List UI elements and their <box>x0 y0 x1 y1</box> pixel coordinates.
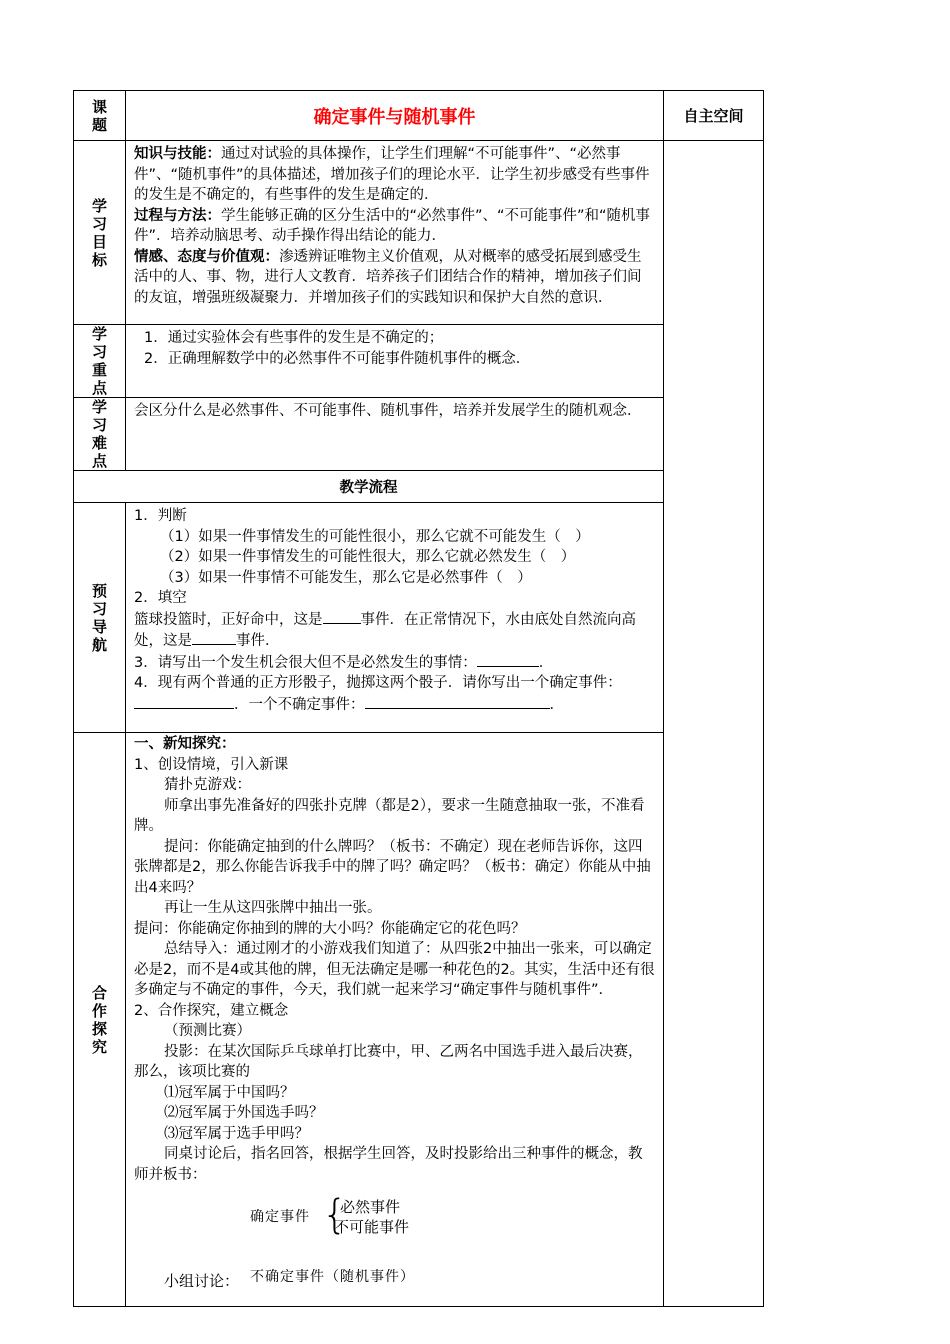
explore-step2c: ⑴冠军属于中国吗？ <box>164 1084 295 1101</box>
answer-blank[interactable] <box>323 609 361 624</box>
preview-q1a: （1）如果一件事情发生的可能性很小，那么它就不可能发生（ ） <box>160 528 590 545</box>
explore-content <box>126 733 664 1307</box>
explore-step1e: 提问：你能确定你抽到的牌的大小吗？你能确定它的花色吗？ <box>134 920 526 937</box>
preview-q4: 4．现有两个普通的正方形骰子，抛掷这两个骰子．请你写出一个确定事件：．一个不确定事件： ． <box>134 675 622 713</box>
topic-label-cell <box>74 91 126 141</box>
difficulties-label-cell <box>74 398 126 471</box>
explore-step2: 2、合作探究，建立概念 <box>134 1002 289 1019</box>
explore-label-cell <box>74 733 126 1307</box>
group-discussion-label: 小组讨论： <box>164 1272 240 1290</box>
preview-label-cell <box>74 503 126 733</box>
explore-heading: 一、新知探究： <box>134 736 236 752</box>
knowledge-skills: 知识与技能：通过对试验的具体操作，让学生们理解“不可能事件”、“必然事件”、“随机事件”的具体描述，增加孩子们的理论水平．让学生初步感受有些事件的发生是不确定的，有些事件的发生是确定的． <box>134 146 650 203</box>
answer-blank[interactable] <box>192 630 236 645</box>
objectives-label: 学习目标 <box>91 196 107 269</box>
objectives-label-cell <box>74 141 126 325</box>
answer-blank[interactable] <box>365 694 550 709</box>
process-methods: 过程与方法：学生能够正确的区分生活中的“必然事件”、“不可能事件”和“随机事件”．培养动脑思考、动手操作得出结论的能力． <box>134 207 651 244</box>
explore-step2a: （预测比赛） <box>164 1023 251 1039</box>
preview-q1c: （3）如果一件事情不可能发生，那么它是必然事件（ ） <box>160 569 532 586</box>
key-point-1: 1．通过实验体会有些事件的发生是不确定的； <box>144 330 444 346</box>
key-points-label-cell <box>74 325 126 398</box>
topic-label: 课题 <box>91 97 107 134</box>
brace-icon: { <box>322 1192 348 1238</box>
explore-step1d: 再让一生从这四张牌中抽出一张。 <box>164 900 382 916</box>
difficulties-label: 学习难点 <box>91 398 107 470</box>
explore-label: 合作探究 <box>91 983 107 1056</box>
lesson-title: 确定事件与随机事件 <box>126 91 664 141</box>
preview-content <box>126 503 664 733</box>
explore-step2e: ⑶冠军属于选手甲吗？ <box>164 1125 309 1142</box>
preview-q1: 1．判断 <box>134 508 187 524</box>
objectives-content <box>126 141 664 325</box>
lesson-plan-table <box>73 90 764 1307</box>
key-points-content <box>126 325 664 398</box>
explore-step1: 1、创设情境，引入新课 <box>134 756 289 773</box>
explore-step1c: 提问：你能确定抽到的什么牌吗？（板书：不确定）现在老师告诉你，这四张牌都是2，那么你能告诉我手中的牌了吗？确定吗？（板书：确定）你能从中抽出4来吗？ <box>134 838 651 896</box>
difficulties-text: 会区分什么是必然事件、不可能事件、随机事件，培养并发展学生的随机观念． <box>134 403 642 419</box>
explore-step1b: 师拿出事先准备好的四张扑克牌（都是2），要求一生随意抽取一张，不准看牌。 <box>134 797 645 834</box>
preview-q2a: 篮球投篮时，正好命中，这是 事件．在正常情况下，水由底处自然流向高处，这是 事件． <box>134 609 655 652</box>
event-classification-diagram <box>134 1189 655 1301</box>
explore-step1a: 猜扑克游戏： <box>164 777 251 793</box>
preview-q1b: （2）如果一件事情发生的可能性很大，那么它就必然发生（ ） <box>160 549 576 565</box>
answer-blank[interactable] <box>134 694 234 709</box>
diagram-certain-event: 必然事件 <box>340 1198 401 1216</box>
key-point-2: 2．正确理解数学中的必然事件不可能事件随机事件的概念． <box>144 350 531 367</box>
self-study-space-header: 自主空间 <box>664 91 764 141</box>
explore-step2f: 同桌讨论后，指名回答，根据学生回答，及时投影给出三种事件的概念，教师并板书： <box>134 1146 643 1183</box>
answer-blank[interactable] <box>477 652 539 667</box>
teaching-flow-title: 教学流程 <box>74 471 664 503</box>
explore-step2d: ⑵冠军属于外国选手吗？ <box>164 1105 324 1121</box>
key-points-label: 学习重点 <box>91 325 107 397</box>
emotion-attitude: 情感、态度与价值观：渗透辨证唯物主义价值观，从对概率的感受拓展到感受生活中的人、事、物，进行人文教育．培养孩子们团结合作的精神，增加孩子们间的友谊，增强班级凝聚力．并增加孩子们的实践知识和保护大自然的意识． <box>134 248 642 306</box>
self-study-space-column <box>664 141 764 1307</box>
preview-q2: 2．填空 <box>134 590 187 606</box>
difficulties-content <box>126 398 664 471</box>
preview-q3: 3．请写出一个发生机会很大但不是必然发生的事情： ． <box>134 652 655 674</box>
explore-step2b: 投影：在某次国际乒乓球单打比赛中，甲、乙两名中国选手进入最后决赛，那么，该项比赛的 <box>134 1043 643 1080</box>
explore-step1f: 总结导入：通过刚才的小游戏我们知道了：从四张2中抽出一张来，可以确定必是2，而不是4或其他的牌，但无法确定是哪一种花色的2。其实，生活中还有很多确定与不确定的事件，今天，我们就一起来学习“确定事件与随机事件”． <box>134 941 655 998</box>
preview-label: 预习导航 <box>91 581 107 654</box>
diagram-determined-event: 确定事件 <box>250 1209 310 1225</box>
diagram-impossible-event: 不可能事件 <box>334 1218 410 1236</box>
diagram-random-event: 不确定事件（随机事件） <box>250 1269 415 1285</box>
